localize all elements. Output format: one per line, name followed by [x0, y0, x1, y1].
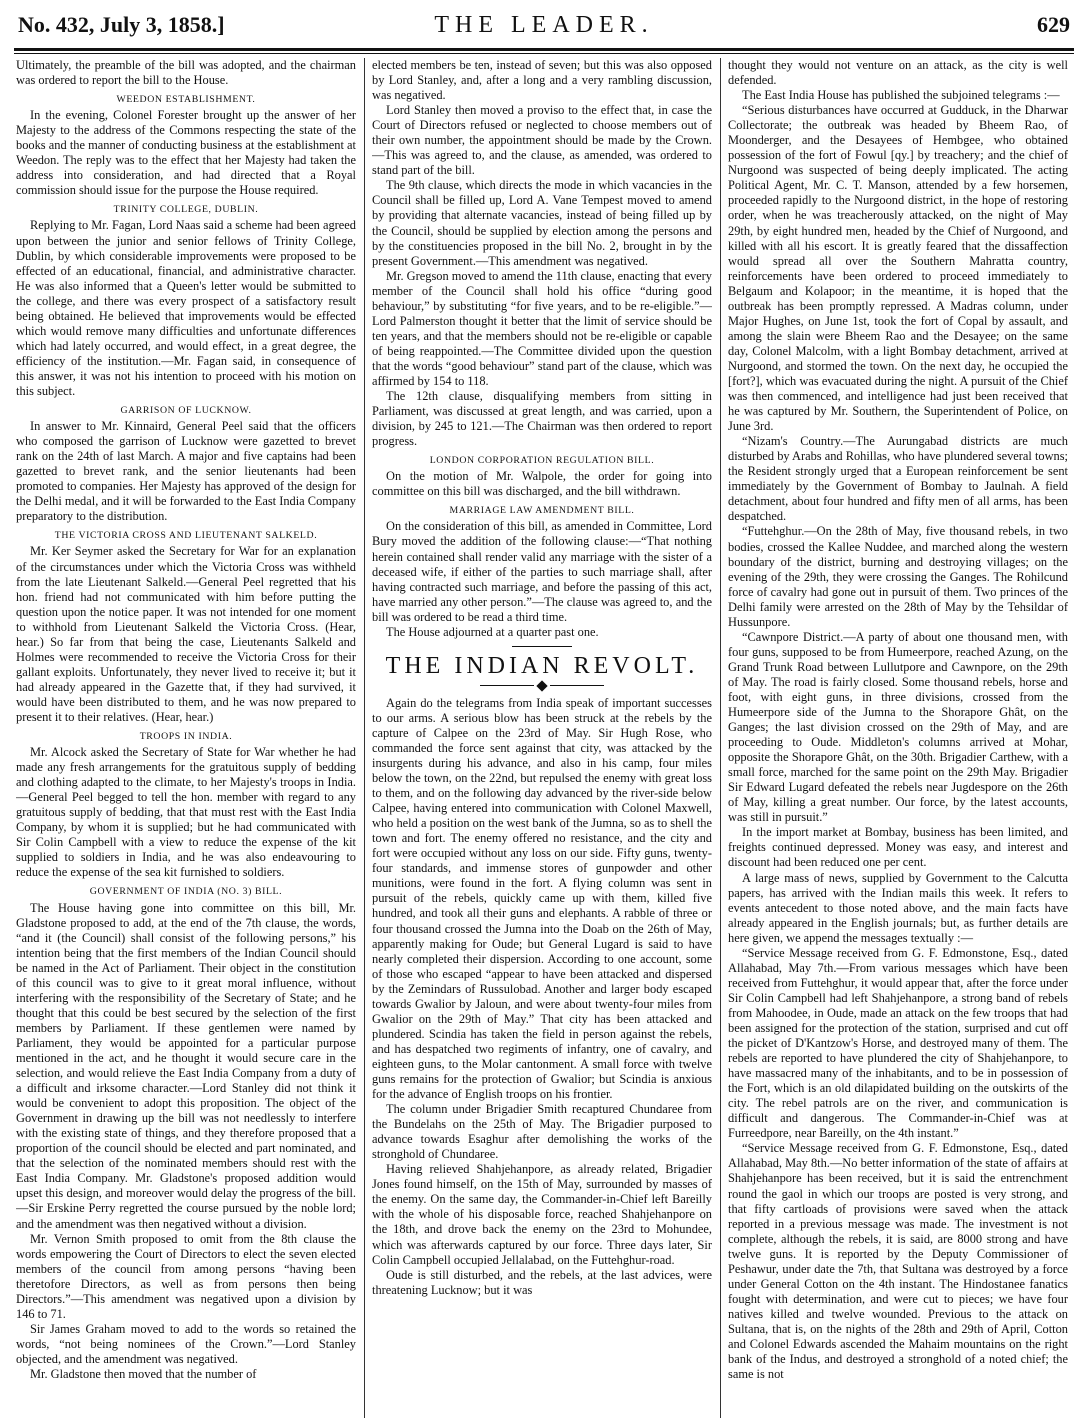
paragraph: The 9th clause, which directs the mode in which vacancies in the Council shall be filled up, Lord A. Vane Tempest moved to amend by providing that alternate vacancies, instead of being filled up by the Council, should be supplied by election among the persons and by the constituencies proposed in the bill No. 2, brought in by the present Government.—This amendment was negatived.	[372, 178, 712, 268]
paragraph: The East India House has published the subjoined telegrams :—	[742, 88, 1060, 103]
paragraph: Having relieved Shahjehanpore, as already related, Brigadier Jones found himself, on the 15th of May, surrounded by masses of the enemy. On the same day, the Commander-in-Chief left Bareilly with the whole of his disposable force, reached Shahjehanpore on the 18th, and drove back the enemy on the 23rd to Mohundee, which was afterwards captured by our force. Three days later, Sir Colin Campbell occupied Jellalabad, on the Futtehghur-road.	[372, 1162, 712, 1267]
paragraph: “Service Message received from G. F. Edmonstone, Esq., dated Allahabad, May 8th.—No better information of the state of affairs at Shahjehanpore has been received, but it is said the entrenchment round the gaol in which our troops are posted is very strong, and that fifty cartloads of provisions were saved when the attack reported in a previous message was made. The investment is not complete, although the rebels, it is said, are 8000 strong and have twelve guns. It is reported by the Deputy Commissioner of Peshawur, under date the 7th, that Sultana was destroyed by a force under General Cotton on the 4th instant. The Hindostanee fanatics fought with determination, and were cut to pieces; we have four natives killed and twelve wounded. Previous to the attack on Sultana, that is, on the nights of the 28th and 29th of April, Cotton and Colonel Edwards ascended the Mahaim mountains on the right bank of the Indus, and destroyed a stronghold of a noted chief; the same is not	[728, 1141, 1068, 1382]
paragraph: On the motion of Mr. Walpole, the order for going into committee on this bill was discharged, and the bill withdrawn.	[372, 469, 712, 499]
paragraph: “Futtehghur.—On the 28th of May, five thousand rebels, in two bodies, crossed the Kallee Nuddee, and marched along the western boundary of the district, burning and destroying villages; on the evening of the 29th, they were crossing the Ganges. The Rohilcund force of cavalry had gone out in pursuit of them. Two princes of the Delhi family were arrested on the 28th of May by the Tehsildar of Hussunpore.	[728, 524, 1068, 629]
paragraph: In the import market at Bombay, business has been limited, and freights continued depressed. Money was easy, and interest and discount had been reduced one per cent.	[728, 825, 1068, 870]
subheading: TROOPS IN INDIA.	[139, 731, 233, 743]
column-2	[372, 58, 712, 1418]
paragraph: The House adjourned at a quarter past one.	[386, 624, 599, 639]
section-title: THE INDIAN REVOLT.	[385, 652, 699, 679]
paragraph: Replying to Mr. Fagan, Lord Naas said a scheme had been agreed upon between the junior and senior fellows of Trinity College, Dublin, by which considerable improvements were proposed to be effected of an educational, financial, and administrative character. He was also informed that a Queen's letter would be submitted to the college, and there was every prospect of a satisfactory result being obtained. He believed that improvements would be effected which would remove many difficulties and unfortunate differences which had lately occurred, and would effect, in a great degree, the efficiency of the institution.—Mr. Fagan said, in consequence of this answer, it was not his intention to proceed with his motion on this subject.	[16, 218, 356, 398]
paragraph: On the consideration of this bill, as amended in Committee, Lord Bury moved the addition of the following clause:—“That nothing herein contained shall render valid any marriage with the sister of a deceased wife, if either of the parties to such marriage shall, after having contracted such marriage, and before the passing of this act, have married any other person.”—The clause was agreed to, and the bill was ordered to be read a third time.	[372, 519, 712, 624]
paragraph: In the evening, Colonel Forester brought up the answer of her Majesty to the address of the Commons respecting the state of the books and the manner of conducting business at the establishment at Weedon. The reply was to the effect that her Majesty had taken the address into consideration, and had directed that a Royal commission should issue for the purpose the House required.	[16, 108, 356, 198]
paragraph: Ultimately, the preamble of the bill was adopted, and the chairman was ordered to report the bill to the House.	[16, 58, 356, 88]
paragraph: The 12th clause, disqualifying members from sitting in Parliament, was discussed at great length, and was carried, upon a division, by 245 to 121.—The Chairman was then ordered to report progress.	[372, 389, 712, 449]
paragraph: “Serious disturbances have occurred at Gudduck, in the Dharwar Collectorate; the outbreak was headed by Bheem Rao, of Moonderger, and the Desayees of Hembgee, who obtained possession of the fort of Fowul [qy.] by treachery; and the chief of Nurgoond was suspected of being deeply implicated. The acting Political Agent, Mr. C. T. Manson, attended by a few horsemen, proceeded rapidly to the Nurgoond district, in the hope of restoring order, when he was treacherously attacked, on the night of May 29th, by eight hundred men, headed by the Chief of Nurgoond, and killed with all his escort. It is greatly feared that the dissaffection would spread all over the Southern Mahratta country, reinforcements have been ordered to proceed immediately to Belgaum and Kolapoor; in the meantime, it is hoped that the outbreak has been promptly repressed. A Madras column, under Major Hughes, on June 1st, took the fort of Copal by assault, and among the slain were Bheem Rao and the Desayee; on the same day, Colonel Malcolm, with a light Bombay detachment, arrived at Nurgoond, and stormed the town. On the next day, he occupied the [fort?], which was evacuated during the night. A pursuit of the Chief was then commenced, and intelligence had just been received that he was captured by Mr. Southern, the Superintendent of Police, on June 3rd.	[728, 103, 1068, 434]
subheading: MARRIAGE LAW AMENDMENT BILL.	[449, 505, 635, 517]
paragraph: Lord Stanley then moved a proviso to the effect that, in case the Court of Directors refused or neglected to choose members out of their own number, the appointment should be made by the Crown.—This was agreed to, and the clause, as amended, was ordered to stand part of the bill.	[372, 103, 712, 178]
paragraph: The House having gone into committee on this bill, Mr. Gladstone proposed to add, at the end of the 7th clause, the words, “and it (the Council) shall consist of the following persons,” his intention being that the first members of the Indian Council should be named in the Act of Parliament. Their object in the constitution of this council was to give to it great moral influence, without interfering with the responsibility of the Secretary of State; and he thought that this could be best secured by the selection of the first members by Parliament. If these gentlemen were named by Parliament, they would be appointed for a particular purpose mentioned in the act, and he thought it would secure care in the selection, and would relieve the East India Company from a duty of a difficult and irksome character.—Lord Stanley did not think it would be convenient to adopt this proposition. The object of the Government in drawing up the bill was not needlessly to interfere with the existing state of things, and they therefore proposed that a proportion of the council should be elected and part nominated, and that the selection of the nominated members should rest with the East India Company. Mr. Gladstone's proposed addition would upset this design, and moreover would delay the progress of the bill.—Sir Erskine Perry regretted the course pursued by the noble lord; and the amendment was then negatived without a division.	[16, 900, 356, 1231]
paragraph: Mr. Gladstone then moved that the number of	[30, 1366, 257, 1381]
paragraph: Mr. Gregson moved to amend the 11th clause, enacting that every member of the Council shall hold his office “during good behaviour,” by substituting “for five years, and to be re-eligible.”—Lord Palmerston thought it better that the limit of service should be ten years, and that the members should not be re-eligible or capable of being reappointed.—The Committee divided upon the question that the words “good behaviour” stand part of the clause, which was affirmed by 154 to 118.	[372, 268, 712, 388]
paragraph: “Service Message received from G. F. Edmonstone, Esq., dated Allahabad, May 7th.—From various messages which have been received from Futtehghur, it would appear that, after the force under Sir Colin Campbell had left Shahjehanpore, a strong band of rebels from Mahoodee, in Oude, made an attack on the few troops that had been assigned for the protection of the station, surprised and cut off the picket of D'Kantzow's Horse, and destroyed many of them. The rebels are reported to have plundered the city of Shahjehanpore, to have massacred many of the inhabitants, and to be in possession of the Fort, which is an old dilapidated building on the outskirts of the city. The rebel patrols are on the river, and communication is difficult and dangerous. The Commander-in-Chief was at Furreedpore, near Bareilly, on the 4th instant.”	[728, 945, 1068, 1141]
paragraph: A large mass of news, supplied by Government to the Calcutta papers, has arrived with the Indian mails this week. It refers to events antecedent to those noted above, and the main facts have already appeared in the English journals; but, as further details are here given, we append the messages textually :—	[728, 870, 1068, 945]
subheading: GOVERNMENT OF INDIA (NO. 3) BILL.	[89, 886, 283, 898]
paragraph: Mr. Ker Seymer asked the Secretary for War for an explanation of the circumstances under which the Victoria Cross was withheld from the late Lieutenant Salkeld.—General Peel regretted that his hon. friend had not communicated with him before putting the question upon the notice paper. It was not intended for one moment to withhold from Lieutenant Salkeld the Victoria Cross. (Hear, hear.) So far from that being the case, Lieutenants Salkeld and Holmes were recommended to receive the Victoria Cross for their gallant exploits. Unfortunately, they never lived to receive it; but it had already appeared in the Gazette that, if they had survived, it would have been distributed to them, and he was now prepared to present it to their relatives. (Hear, hear.)	[16, 544, 356, 724]
subheading: TRINITY COLLEGE, DUBLIN.	[113, 204, 259, 216]
paragraph: “Nizam's Country.—The Aurungabad districts are much disturbed by Arabs and Rohillas, who have plundered several towns; the Resident strongly urged that a European reinforcement be sent immediately by the Government of Bombay to Jaulnah. A field detachment, about four hundred and fifty men of all arms, has been despatched.	[728, 434, 1068, 524]
paragraph: Again do the telegrams from India speak of important successes to our arms. A serious blow has been struck at the rebels by the capture of Calpee on the 23rd of May. Sir Hugh Rose, who commanded the force sent against that city, was attacked by the insurgents during his advance, and also in his camp, four miles below the town, on the 22nd, but repulsed the enemy with great loss to them, and on the following day advanced by the river-side below Calpee, having entered into communication with Colonel Maxwell, who held a position on the west bank of the Jumna, so as to shell the town and fort. The enemy offered no resistance, and the city and fort were occupied without any loss on our side. Fifty guns, twenty-four standards, and immense stores of gunpowder and other munitions, were found in the fort. A flying column was sent in pursuit of the rebels, quickly came up with them, killed five hundred, and took all their guns and elephants. A rabble of three or four thousand crossed the Jumna into the Doab on the 26th of May, apparently making for Oude; but General Lugard is said to have nearly completed their dispersion. According to one account, some of those who escaped “appear to have been attacked and dispersed by the Zemindars of Russulobad. Another and larger body escaped towards Gwalior by Jaloun, and were about twenty-four miles from Gwalior on the 29th of May.” That city has been attacked and plundered. Scindia has taken the field in person against the rebels, and has despatched two regiments of infantry, one of cavalry, and eighteen guns, to the Molar cantonment. A small force with twelve guns remains for the protection of Gwalior; but Scindia is anxious for the advance of English troops on his frontier.	[372, 695, 712, 1102]
subheading: GARRISON OF LUCKNOW.	[120, 405, 252, 417]
column-divider-1	[364, 58, 365, 1418]
subheading: WEEDON ESTABLISHMENT.	[116, 94, 256, 106]
paragraph: Oude is still disturbed, and the rebels, at the last advices, were threatening Lucknow; but it was	[372, 1267, 712, 1297]
paragraph: Mr. Vernon Smith proposed to omit from the 8th clause the words empowering the Court of Directors to elect the seven elected members of the council from among persons “having been theretofore Directors, as well as from persons then being Directors.”—This amendment was negatived upon a division by 146 to 71.	[16, 1231, 356, 1321]
paragraph: Mr. Alcock asked the Secretary of State for War whether he had made any fresh arrangements for the gratuitous supply of bedding and clothing adapted to the climate, to her Majesty's troops in India.—General Peel begged to tell the hon. member with regard to any gratuitous supply of bedding, that that must rest with the East India Company, by whom it is supplied; but he had communicated with Sir Colin Campbell with a view to reduce the expense of the kit supplied to soldiers in India, and he was also endeavouring to reduce the expense of the sea kit furnished to soldiers.	[16, 745, 356, 880]
masthead-title: THE LEADER.	[434, 12, 654, 38]
column-1	[16, 58, 356, 1418]
header-rule-thin	[14, 53, 1074, 54]
subheading: LONDON CORPORATION REGULATION BILL.	[429, 455, 655, 467]
paragraph: In answer to Mr. Kinnaird, General Peel said that the officers who composed the garrison of Lucknow were gazetted to brevet rank on the 24th of last March. A major and five captains had been gazetted to brevet rank, and the senior lieutenants had been promoted to companies. Her Majesty has approved of the design for the Delhi medal, and it will be forwarded to the East India Company preparatory to the distribution.	[16, 419, 356, 524]
subheading: THE VICTORIA CROSS AND LIEUTENANT SALKELD.	[54, 530, 318, 542]
header-rule-heavy	[14, 48, 1074, 51]
paragraph: Sir James Graham moved to add to the words so retained the words, “not being nominees of the Crown.”—Lord Stanley objected, and the amendment was negatived.	[16, 1321, 356, 1366]
paragraph: thought they would not venture on an attack, as the city is well defended.	[728, 58, 1068, 88]
column-3	[728, 58, 1068, 1418]
section-rule	[512, 646, 572, 647]
issue-line: No. 432, July 3, 1858.]	[18, 12, 225, 37]
column-divider-2	[720, 58, 721, 1418]
page-header	[14, 8, 1074, 48]
paragraph: “Cawnpore District.—A party of about one thousand men, with four guns, supposed to be from Humeerpore, reached Azung, on the Grand Trunk Road between Lullutpore and Cawnpore, on the 29th of May. The road is fairly closed. Some thousand rebels, horse and foot, with eight guns, in three divisions, crossed from the Humeerpore side of the Jumna to the Shorapore Ghât, on the Ganges; the last division crossed on the 29th of May, and are proceeding to Oude. Middleton's columns arrived at Mohar, opposite the Shorapore Ghât, on the 30th. Brigadier Carthew, with a small force, marched for the same point on the 29th May. Brigadier Sir Edward Lugard defeated the rebels near Jugdespore on the 26th of May, killing a great number. Our force, by the latest accounts, was still in pursuit.”	[728, 629, 1068, 825]
page-number: 629	[1037, 12, 1070, 37]
paragraph: elected members be ten, instead of seven; but this was also opposed by Lord Stanley, and, after a long and a very rambling discussion, was negatived.	[372, 58, 712, 103]
title-ornament	[372, 678, 712, 688]
paragraph: The column under Brigadier Smith recaptured Chundaree from the Bundelahs on the 25th of May. The Brigadier purposed to advance towards Esaghur after demolishing the works of the stronghold of Chundaree.	[372, 1102, 712, 1162]
